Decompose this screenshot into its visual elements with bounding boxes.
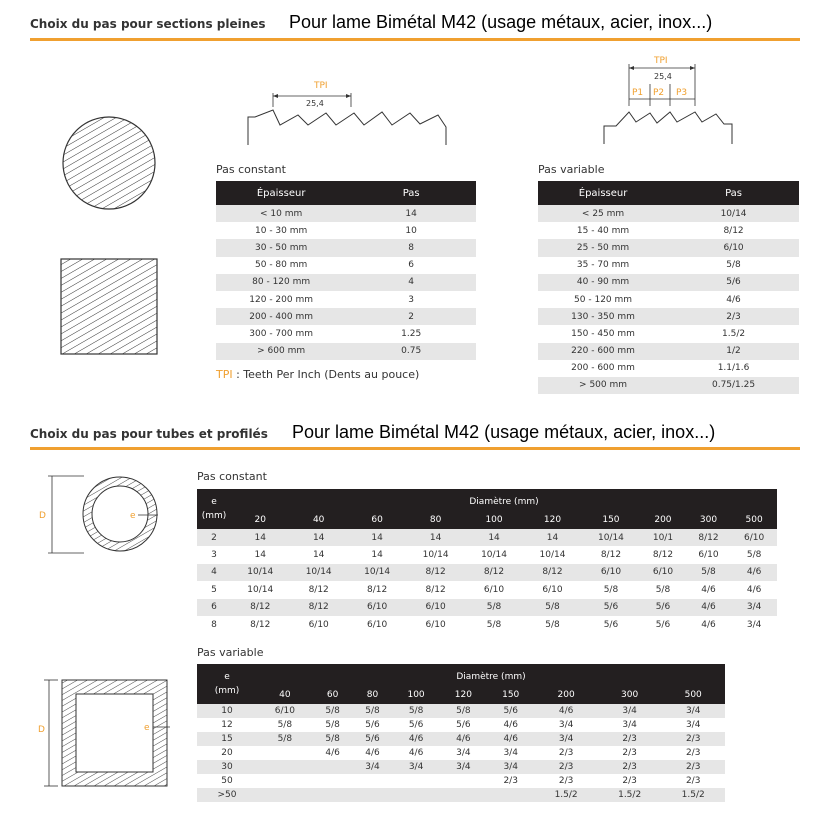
table-cell: 5/8 xyxy=(392,704,439,718)
table-cell: 5/6 xyxy=(353,732,393,746)
blade-variable-tpi-label: TPI xyxy=(654,56,668,66)
table-cell: 14 xyxy=(289,529,347,546)
table-cell: 2/3 xyxy=(503,776,518,786)
tube-d-label: D xyxy=(39,511,46,521)
table-cell: 130 - 350 mm xyxy=(538,308,668,325)
table-row xyxy=(197,599,777,616)
table-cell: > 500 mm xyxy=(538,377,668,394)
table-cell xyxy=(257,788,313,802)
table-cell: 5/8 xyxy=(686,564,732,581)
table-cell: 14 xyxy=(312,550,325,561)
table-cell: 200 - 600 mm xyxy=(571,363,635,374)
table-cell: 3/4 xyxy=(558,720,574,730)
table-cell: 300 - 700 mm xyxy=(249,328,314,339)
table-cell: 8/12 xyxy=(308,584,329,595)
table-cell: 10/14 xyxy=(247,584,274,595)
table-cell xyxy=(313,760,353,774)
table-cell: 5/6 xyxy=(408,720,424,730)
table-cell: 8/12 xyxy=(425,584,446,595)
table-cell: 12 xyxy=(221,720,233,730)
square-tube-e-label: e xyxy=(144,723,150,733)
table-cell xyxy=(353,774,393,788)
table-row xyxy=(538,222,799,239)
diameter-header: 200 xyxy=(534,686,598,704)
tpi-note-text: : Teeth Per Inch (Dents au pouce) xyxy=(232,368,420,381)
table-cell xyxy=(392,788,439,802)
table-cell: 5/8 xyxy=(353,704,393,718)
table-cell: 5/8 xyxy=(313,704,353,718)
table-cell: 6/10 xyxy=(698,550,719,561)
table-cell: 10/14 xyxy=(348,564,406,581)
table-cell: 10/14 xyxy=(481,550,507,561)
table-cell: 3/4 xyxy=(503,748,518,758)
blade-p1-label: P1 xyxy=(632,88,644,98)
diameter-header: 200 xyxy=(640,511,686,529)
table-cell: < 25 mm xyxy=(538,205,668,222)
table-row xyxy=(197,529,777,546)
diameter-header: 60 xyxy=(313,686,353,704)
table-cell: 14 xyxy=(346,205,476,222)
table-cell: 4/6 xyxy=(534,704,598,718)
table-cell: 5/8 xyxy=(257,732,313,746)
diameter-header: 40 xyxy=(289,511,347,529)
table-cell: 3/4 xyxy=(746,619,762,630)
table-cell: 3 xyxy=(211,550,217,561)
table-cell: 10/14 xyxy=(231,564,289,581)
diameter-header: 300 xyxy=(598,686,662,704)
table-row xyxy=(216,308,476,325)
diameter-header: 40 xyxy=(257,686,313,704)
table-cell: 4/6 xyxy=(325,748,340,758)
table-cell: 8/12 xyxy=(523,564,581,581)
table-cell: 5/6 xyxy=(487,704,534,718)
table-cell: 5/6 xyxy=(655,619,671,630)
table-cell: 80 - 120 mm xyxy=(216,274,346,291)
table-cell: 3/4 xyxy=(685,720,701,730)
table-row xyxy=(538,308,799,325)
solid-constant-label: Pas constant xyxy=(216,163,286,176)
table-cell: 4 xyxy=(346,274,476,291)
table-cell: 14 xyxy=(231,529,289,546)
table-row xyxy=(197,746,725,760)
table-cell: 10 - 30 mm xyxy=(255,225,308,236)
blade-p2-label: P2 xyxy=(653,88,665,98)
table-cell: 8/12 xyxy=(652,550,674,561)
table-cell: 6 xyxy=(197,599,231,616)
table-cell: 0.75 xyxy=(346,343,476,360)
table-cell: 1.5/2 xyxy=(534,788,598,802)
diameter-header: 20 xyxy=(231,511,289,529)
table-cell: 8/12 xyxy=(686,529,732,546)
table-cell: 6/10 xyxy=(348,599,406,616)
table-cell: 3/4 xyxy=(661,704,725,718)
table-cell: 5/8 xyxy=(726,260,741,271)
diameter-header: 150 xyxy=(582,511,640,529)
table-cell: 5/8 xyxy=(465,599,523,616)
table-cell: 4/6 xyxy=(726,294,741,305)
table-cell: 6/10 xyxy=(367,619,388,630)
diameter-header: 60 xyxy=(348,511,406,529)
table-cell: 5/8 xyxy=(746,550,762,561)
table-cell: 5/6 xyxy=(668,274,799,291)
table-row xyxy=(538,343,799,360)
table-row xyxy=(538,239,799,256)
table-cell: 5/8 xyxy=(603,584,619,595)
table-cell: > 600 mm xyxy=(216,343,346,360)
table-cell: 3/4 xyxy=(353,760,393,774)
table-cell: 3/4 xyxy=(534,732,598,746)
table-cell: 30 xyxy=(197,760,257,774)
table-row xyxy=(197,546,777,563)
table-header: Épaisseur xyxy=(216,181,346,205)
table-cell: 5 xyxy=(211,584,217,595)
tube-constant-label: Pas constant xyxy=(197,470,267,483)
table-cell: 2/3 xyxy=(685,776,701,786)
solid-square-bar-icon xyxy=(60,258,160,356)
table-cell xyxy=(257,774,313,788)
table-cell: 14 xyxy=(371,550,383,561)
table-cell: 10 xyxy=(197,704,257,718)
table-cell: 1.5/2 xyxy=(661,788,725,802)
table-cell: 2/3 xyxy=(622,776,637,786)
table-cell: 2 xyxy=(346,308,476,325)
table-row xyxy=(197,616,777,633)
section2-title: Choix du pas pour tubes et profilés xyxy=(30,427,268,441)
table-cell: 40 - 90 mm xyxy=(538,274,668,291)
table-cell: 2/3 xyxy=(668,308,799,325)
table-cell: 200 - 400 mm xyxy=(216,308,346,325)
tube-constant-table xyxy=(197,489,777,633)
table-cell: 4/6 xyxy=(701,619,716,630)
table-cell: 6/10 xyxy=(257,704,313,718)
table-cell: 1.1/1.6 xyxy=(717,363,750,374)
table-cell: 5/8 xyxy=(325,720,340,730)
section2-subtitle: Pour lame Bimétal M42 (usage métaux, acier, inox...) xyxy=(292,422,716,442)
blade-constant-tpi-label: TPI xyxy=(314,81,328,91)
table-header-e: e (mm) xyxy=(197,489,231,529)
table-cell: 6/10 xyxy=(668,239,799,256)
table-cell: 8/12 xyxy=(465,564,523,581)
table-cell: 10/14 xyxy=(668,205,799,222)
round-tube-diagram xyxy=(34,470,164,560)
table-cell: 6/10 xyxy=(731,529,777,546)
table-cell: 6/10 xyxy=(483,584,505,595)
table-row xyxy=(216,222,476,239)
diameter-header: 300 xyxy=(686,511,732,529)
table-cell: 8/12 xyxy=(600,550,622,561)
table-cell xyxy=(257,760,313,774)
table-row xyxy=(538,360,799,377)
table-cell: 5/8 xyxy=(313,732,353,746)
table-cell: 10/14 xyxy=(582,529,640,546)
table-header-diameter: Diamètre (mm) xyxy=(231,489,777,511)
table-cell: 2/3 xyxy=(685,748,701,758)
table-cell: 150 - 450 mm xyxy=(571,328,635,339)
blade-constant-measure: 25,4 xyxy=(306,99,324,108)
table-cell: 4/6 xyxy=(392,732,439,746)
table-cell: 5/6 xyxy=(640,599,686,616)
table-cell: 1/2 xyxy=(668,343,799,360)
table-cell: 8/12 xyxy=(367,584,388,595)
table-cell: 5/6 xyxy=(603,619,619,630)
table-cell: 6/10 xyxy=(425,619,446,630)
table-cell: 120 - 200 mm xyxy=(249,294,314,305)
table-cell: 50 xyxy=(221,776,233,786)
table-row xyxy=(216,325,476,342)
table-cell: 10/14 xyxy=(539,550,566,561)
section2-rule xyxy=(30,447,800,450)
solid-constant-table xyxy=(216,181,476,360)
table-cell: 2/3 xyxy=(598,760,662,774)
variable-pitch-blade-diagram xyxy=(600,52,740,148)
diameter-header: 100 xyxy=(465,511,523,529)
table-cell: 4/6 xyxy=(365,748,380,758)
table-cell: 2/3 xyxy=(558,776,574,786)
table-cell: 0.75/1.25 xyxy=(668,377,799,394)
table-cell: 5/6 xyxy=(582,599,640,616)
table-cell: 10 xyxy=(405,225,417,236)
blade-p3-label: P3 xyxy=(676,88,688,98)
diameter-header: 500 xyxy=(731,511,777,529)
table-header-e: e (mm) xyxy=(197,664,257,704)
table-row xyxy=(538,274,799,291)
table-cell: 3/4 xyxy=(487,760,534,774)
tube-e-label: e xyxy=(130,511,136,521)
table-cell: 4/6 xyxy=(440,732,487,746)
table-cell: 6/10 xyxy=(542,584,563,595)
table-cell: 3/4 xyxy=(392,760,439,774)
table-cell: >50 xyxy=(197,788,257,802)
table-cell: 6/10 xyxy=(640,564,686,581)
table-row xyxy=(197,774,725,788)
table-cell: 2 xyxy=(197,529,231,546)
square-tube-diagram xyxy=(34,676,174,791)
table-row xyxy=(197,760,725,774)
table-cell: 1.5/2 xyxy=(598,788,662,802)
table-row xyxy=(538,291,799,308)
table-cell: < 10 mm xyxy=(216,205,346,222)
table-cell: 3/4 xyxy=(622,720,637,730)
table-row xyxy=(197,564,777,581)
table-cell: 6/10 xyxy=(582,564,640,581)
table-cell: 2/3 xyxy=(534,760,598,774)
table-cell: 50 - 80 mm xyxy=(255,260,308,271)
table-cell: 5/8 xyxy=(523,599,581,616)
square-tube-d-label: D xyxy=(38,725,45,735)
table-row xyxy=(538,205,799,222)
table-cell: 220 - 600 mm xyxy=(538,343,668,360)
table-header: Épaisseur xyxy=(538,181,668,205)
diameter-header: 150 xyxy=(487,686,534,704)
table-row xyxy=(216,274,476,291)
table-cell: 14 xyxy=(348,529,406,546)
diameter-header: 100 xyxy=(392,686,439,704)
table-cell: 3/4 xyxy=(456,748,471,758)
table-cell: 50 - 120 mm xyxy=(574,294,633,305)
table-cell: 20 xyxy=(221,748,233,758)
table-cell xyxy=(313,788,353,802)
solid-variable-label: Pas variable xyxy=(538,163,605,176)
diameter-header: 500 xyxy=(661,686,725,704)
table-cell: 2/3 xyxy=(661,732,725,746)
constant-pitch-blade-diagram xyxy=(240,75,455,150)
table-cell: 5/8 xyxy=(486,619,502,630)
table-cell xyxy=(487,788,534,802)
table-cell: 14 xyxy=(465,529,523,546)
table-cell: 15 - 40 mm xyxy=(576,225,630,236)
table-cell: 3/4 xyxy=(731,599,777,616)
table-cell: 5/8 xyxy=(440,704,487,718)
table-row xyxy=(197,732,725,746)
diameter-header: 120 xyxy=(440,686,487,704)
table-cell: 2/3 xyxy=(558,748,574,758)
table-cell: 4/6 xyxy=(686,599,732,616)
table-cell: 10/14 xyxy=(289,564,347,581)
table-row xyxy=(216,257,476,274)
table-cell: 2/3 xyxy=(622,748,637,758)
diameter-header: 80 xyxy=(353,686,393,704)
table-header: Pas xyxy=(346,181,476,205)
table-row xyxy=(538,377,799,394)
table-cell: 5/8 xyxy=(277,720,293,730)
table-cell: 8/12 xyxy=(723,225,744,236)
section1-title: Choix du pas pour sections pleines xyxy=(30,17,266,31)
table-header-diameter: Diamètre (mm) xyxy=(257,664,725,686)
table-cell: 14 xyxy=(523,529,581,546)
table-header: Pas xyxy=(668,181,799,205)
table-cell: 3/4 xyxy=(598,704,662,718)
table-cell: 5/6 xyxy=(365,720,380,730)
table-cell: 8 xyxy=(211,619,217,630)
tpi-note xyxy=(216,368,419,381)
table-cell: 4/6 xyxy=(746,584,762,595)
table-cell: 2/3 xyxy=(598,732,662,746)
table-cell xyxy=(440,774,487,788)
table-cell: 4/6 xyxy=(503,720,518,730)
table-cell: 4/6 xyxy=(731,564,777,581)
table-cell: 25 - 50 mm xyxy=(538,239,668,256)
tube-variable-table xyxy=(197,664,725,802)
table-cell: 8/12 xyxy=(250,619,271,630)
table-row xyxy=(197,788,725,802)
table-cell: 1.25 xyxy=(401,328,422,339)
table-cell: 5/6 xyxy=(456,720,471,730)
table-cell xyxy=(313,774,353,788)
diameter-header: 80 xyxy=(406,511,464,529)
table-cell: 4/6 xyxy=(701,584,716,595)
table-row xyxy=(538,325,799,342)
table-cell: 8 xyxy=(346,239,476,256)
table-row xyxy=(216,343,476,360)
table-cell: 5/8 xyxy=(655,584,671,595)
table-cell: 30 - 50 mm xyxy=(216,239,346,256)
table-cell: 1.5/2 xyxy=(722,328,746,339)
table-cell: 6/10 xyxy=(308,619,329,630)
section1-rule xyxy=(30,38,800,41)
table-cell: 10/1 xyxy=(640,529,686,546)
table-cell: 5/8 xyxy=(545,619,560,630)
table-cell: 8/12 xyxy=(231,599,289,616)
table-cell: 4 xyxy=(197,564,231,581)
table-cell: 6 xyxy=(408,260,415,271)
table-cell: 8/12 xyxy=(289,599,347,616)
table-row xyxy=(216,205,476,222)
table-cell: 3/4 xyxy=(440,760,487,774)
table-cell: 4/6 xyxy=(487,732,534,746)
table-cell: 8/12 xyxy=(406,564,464,581)
table-cell xyxy=(440,788,487,802)
table-row xyxy=(197,718,725,732)
table-cell: 4/6 xyxy=(408,748,424,758)
table-row xyxy=(197,581,777,598)
table-cell: 15 xyxy=(197,732,257,746)
solid-variable-table xyxy=(538,181,799,394)
table-row xyxy=(216,239,476,256)
section1-subtitle: Pour lame Bimétal M42 (usage métaux, acier, inox...) xyxy=(289,12,713,32)
table-row xyxy=(197,704,725,718)
table-cell: 3 xyxy=(408,294,415,305)
table-cell: 10/14 xyxy=(422,550,449,561)
tpi-note-key: TPI xyxy=(216,368,233,381)
table-row xyxy=(216,291,476,308)
solid-round-bar-icon xyxy=(60,115,160,211)
table-cell xyxy=(392,774,439,788)
diameter-header: 120 xyxy=(523,511,581,529)
table-cell xyxy=(257,746,313,760)
table-cell: 6/10 xyxy=(406,599,464,616)
blade-variable-measure: 25,4 xyxy=(654,72,672,81)
table-cell: 14 xyxy=(406,529,464,546)
table-cell: 14 xyxy=(254,550,266,561)
table-row xyxy=(538,257,799,274)
table-cell xyxy=(353,788,393,802)
table-cell: 35 - 70 mm xyxy=(576,260,630,271)
tube-variable-label: Pas variable xyxy=(197,646,264,659)
table-cell: 2/3 xyxy=(661,760,725,774)
